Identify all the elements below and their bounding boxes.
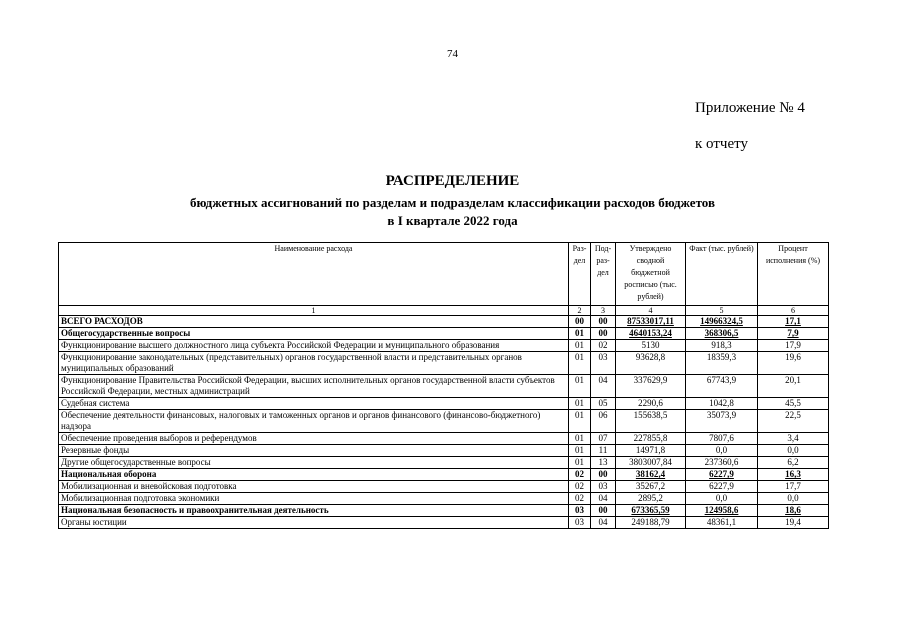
cell-percent: 45,5 bbox=[758, 398, 829, 410]
table-row bbox=[59, 398, 829, 410]
cell-podrazdel: 04 bbox=[591, 517, 616, 529]
cell-percent: 0,0 bbox=[758, 493, 829, 505]
cell-fact: 67743,9 bbox=[686, 375, 758, 398]
cell-podrazdel: 00 bbox=[591, 469, 616, 481]
cell-name: Судебная система bbox=[59, 398, 569, 410]
cell-podrazdel: 11 bbox=[591, 445, 616, 457]
cell-percent: 19,4 bbox=[758, 517, 829, 529]
cell-percent: 22,5 bbox=[758, 410, 829, 433]
table-header-row bbox=[59, 243, 829, 306]
cell-approved: 5130 bbox=[616, 340, 686, 352]
appendix-sublabel: к отчету bbox=[695, 136, 748, 152]
cell-name: Мобилизационная подготовка экономики bbox=[59, 493, 569, 505]
column-number: 3 bbox=[591, 306, 616, 316]
column-number: 2 bbox=[569, 306, 591, 316]
cell-razdel: 01 bbox=[569, 457, 591, 469]
cell-name: Функционирование законодательных (представительных) органов государственной власти и представительных органов муниципальных образований bbox=[59, 352, 569, 375]
cell-name: Обеспечение проведения выборов и референдумов bbox=[59, 433, 569, 445]
table-row bbox=[59, 517, 829, 529]
cell-percent: 0,0 bbox=[758, 445, 829, 457]
cell-name: Общегосударственные вопросы bbox=[59, 328, 569, 340]
cell-razdel: 01 bbox=[569, 328, 591, 340]
cell-approved: 14971,8 bbox=[616, 445, 686, 457]
column-number-row bbox=[59, 306, 829, 316]
cell-approved: 249188,79 bbox=[616, 517, 686, 529]
cell-approved: 155638,5 bbox=[616, 410, 686, 433]
cell-approved: 673365,59 bbox=[616, 505, 686, 517]
cell-fact: 124958,6 bbox=[686, 505, 758, 517]
cell-razdel: 02 bbox=[569, 469, 591, 481]
cell-name: Национальная безопасность и правоохранительная деятельность bbox=[59, 505, 569, 517]
cell-percent: 20,1 bbox=[758, 375, 829, 398]
cell-name: Функционирование Правительства Российской Федерации, высших исполнительных органов государственной власти субъектов Российской Федерации, местных администраций bbox=[59, 375, 569, 398]
cell-approved: 337629,9 bbox=[616, 375, 686, 398]
cell-name: Мобилизационная и вневойсковая подготовка bbox=[59, 481, 569, 493]
header-razdel: Раз-дел bbox=[569, 243, 591, 306]
cell-name: Национальная оборона bbox=[59, 469, 569, 481]
cell-name: Органы юстиции bbox=[59, 517, 569, 529]
column-number: 4 bbox=[616, 306, 686, 316]
table-body bbox=[59, 306, 829, 529]
cell-approved: 3803007,84 bbox=[616, 457, 686, 469]
cell-percent: 6,2 bbox=[758, 457, 829, 469]
cell-percent: 17,1 bbox=[758, 316, 829, 328]
table-row bbox=[59, 445, 829, 457]
header-name: Наименование расхода bbox=[59, 243, 569, 306]
cell-podrazdel: 03 bbox=[591, 352, 616, 375]
table-row bbox=[59, 352, 829, 375]
cell-approved: 227855,8 bbox=[616, 433, 686, 445]
cell-podrazdel: 00 bbox=[591, 316, 616, 328]
cell-podrazdel: 00 bbox=[591, 505, 616, 517]
cell-percent: 19,6 bbox=[758, 352, 829, 375]
cell-fact: 14966324,5 bbox=[686, 316, 758, 328]
table-row bbox=[59, 481, 829, 493]
cell-razdel: 01 bbox=[569, 340, 591, 352]
cell-approved: 35267,2 bbox=[616, 481, 686, 493]
cell-razdel: 01 bbox=[569, 352, 591, 375]
table-row bbox=[59, 316, 829, 328]
cell-fact: 237360,6 bbox=[686, 457, 758, 469]
column-number: 1 bbox=[59, 306, 569, 316]
cell-name: Резервные фонды bbox=[59, 445, 569, 457]
cell-approved: 4640153,24 bbox=[616, 328, 686, 340]
cell-fact: 7807,6 bbox=[686, 433, 758, 445]
cell-razdel: 00 bbox=[569, 316, 591, 328]
cell-name: Функционирование высшего должностного лица субъекта Российской Федерации и муниципального образования bbox=[59, 340, 569, 352]
cell-razdel: 01 bbox=[569, 445, 591, 457]
cell-name: ВСЕГО РАСХОДОВ bbox=[59, 316, 569, 328]
cell-approved: 2895,2 bbox=[616, 493, 686, 505]
cell-fact: 6227,9 bbox=[686, 481, 758, 493]
table-row bbox=[59, 328, 829, 340]
cell-razdel: 01 bbox=[569, 433, 591, 445]
cell-approved: 93628,8 bbox=[616, 352, 686, 375]
table-row bbox=[59, 469, 829, 481]
cell-podrazdel: 03 bbox=[591, 481, 616, 493]
cell-podrazdel: 04 bbox=[591, 375, 616, 398]
header-podrazdel: Под-раз-дел bbox=[591, 243, 616, 306]
cell-name: Другие общегосударственные вопросы bbox=[59, 457, 569, 469]
page-number: 74 bbox=[447, 48, 458, 60]
cell-percent: 17,9 bbox=[758, 340, 829, 352]
cell-podrazdel: 05 bbox=[591, 398, 616, 410]
table-row bbox=[59, 493, 829, 505]
cell-razdel: 01 bbox=[569, 398, 591, 410]
table-row bbox=[59, 375, 829, 398]
document-subtitle-line2: в I квартале 2022 года bbox=[387, 213, 518, 228]
cell-fact: 0,0 bbox=[686, 493, 758, 505]
cell-fact: 6227,9 bbox=[686, 469, 758, 481]
cell-fact: 918,3 bbox=[686, 340, 758, 352]
cell-fact: 1042,8 bbox=[686, 398, 758, 410]
table-row bbox=[59, 457, 829, 469]
cell-approved: 2290,6 bbox=[616, 398, 686, 410]
header-fact: Факт (тыс. рублей) bbox=[686, 243, 758, 306]
cell-approved: 38162,4 bbox=[616, 469, 686, 481]
cell-fact: 0,0 bbox=[686, 445, 758, 457]
cell-razdel: 03 bbox=[569, 505, 591, 517]
column-number: 5 bbox=[686, 306, 758, 316]
cell-podrazdel: 06 bbox=[591, 410, 616, 433]
cell-razdel: 01 bbox=[569, 375, 591, 398]
cell-name: Обеспечение деятельности финансовых, налоговых и таможенных органов и органов финансового (финансово-бюджетного) надзора bbox=[59, 410, 569, 433]
cell-razdel: 02 bbox=[569, 493, 591, 505]
cell-razdel: 02 bbox=[569, 481, 591, 493]
table-row bbox=[59, 505, 829, 517]
cell-podrazdel: 07 bbox=[591, 433, 616, 445]
cell-fact: 368306,5 bbox=[686, 328, 758, 340]
cell-podrazdel: 02 bbox=[591, 340, 616, 352]
document-title: РАСПРЕДЕЛЕНИЕ bbox=[385, 173, 520, 189]
document-subtitle-line1: бюджетных ассигнований по разделам и подразделам классификации расходов бюджетов bbox=[189, 195, 715, 210]
table-row bbox=[59, 433, 829, 445]
cell-podrazdel: 13 bbox=[591, 457, 616, 469]
cell-percent: 16,3 bbox=[758, 469, 829, 481]
cell-percent: 18,6 bbox=[758, 505, 829, 517]
cell-fact: 35073,9 bbox=[686, 410, 758, 433]
cell-approved: 87533017,11 bbox=[616, 316, 686, 328]
column-number: 6 bbox=[758, 306, 829, 316]
table-row bbox=[59, 340, 829, 352]
header-approved: Утверждено сводной бюджетной росписью (тыс. рублей) bbox=[616, 243, 686, 306]
cell-razdel: 01 bbox=[569, 410, 591, 433]
header-percent: Процент исполнения (%) bbox=[758, 243, 829, 306]
cell-fact: 18359,3 bbox=[686, 352, 758, 375]
budget-table bbox=[58, 242, 829, 529]
cell-percent: 7,9 bbox=[758, 328, 829, 340]
cell-percent: 17,7 bbox=[758, 481, 829, 493]
appendix-label: Приложение № 4 bbox=[695, 100, 805, 116]
cell-percent: 3,4 bbox=[758, 433, 829, 445]
cell-podrazdel: 00 bbox=[591, 328, 616, 340]
table-row bbox=[59, 410, 829, 433]
cell-razdel: 03 bbox=[569, 517, 591, 529]
cell-fact: 48361,1 bbox=[686, 517, 758, 529]
cell-podrazdel: 04 bbox=[591, 493, 616, 505]
